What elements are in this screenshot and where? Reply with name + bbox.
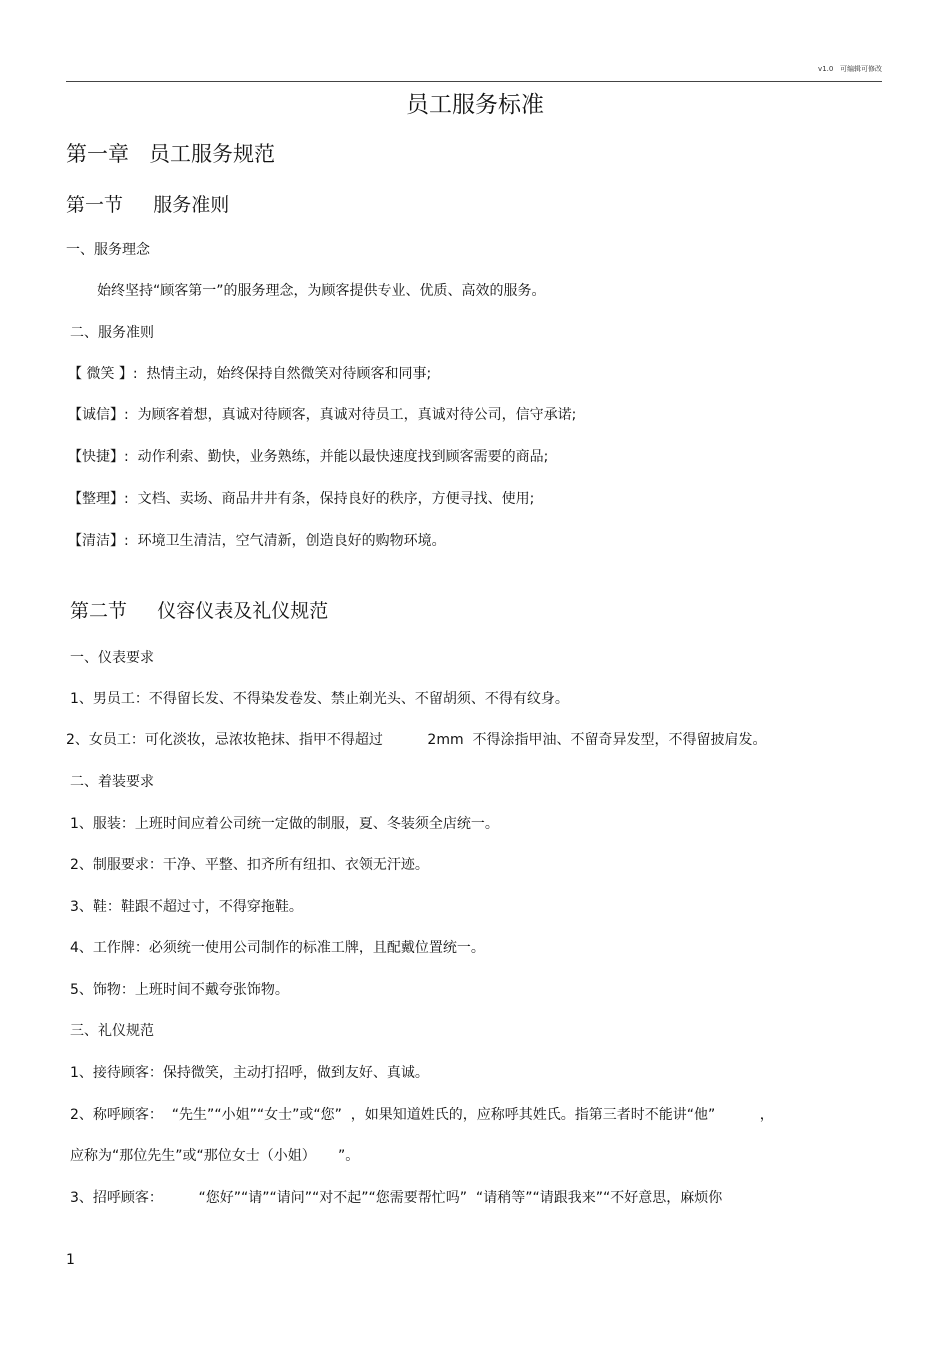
dress-item: 5、饰物：上班时间不戴夸张饰物。 — [70, 982, 289, 998]
paragraph-service-concept: 始终坚持“顾客第一”的服务理念，为顾客提供专业、优质、高效的服务。 — [97, 283, 546, 299]
subheading-etiquette: 三、礼仪规范 — [70, 1023, 154, 1039]
page-number: 1 — [66, 1252, 75, 1268]
etiquette-item-continued: 应称为“那位先生”或“那位女士（小姐） ”。 — [70, 1148, 360, 1164]
section-heading-2: 第二节 仪容仪表及礼仪规范 — [70, 600, 329, 622]
rule-item: 【诚信】: 为顾客着想，真诚对待顾客，真诚对待员工，真诚对待公司，信守承诺; — [68, 407, 577, 423]
etiquette-item: 3、招呼顾客： “您好”“请”“请问”“对不起”“您需要帮忙吗” “请稍等”“请跟我来”“不好意思，麻烦你 — [70, 1190, 723, 1206]
subheading-service-rules: 二、服务准则 — [70, 325, 154, 341]
rule-item: 【清洁】: 环境卫生清洁，空气清新，创造良好的购物环境。 — [68, 533, 446, 549]
rule-item: 【 微笑 】: 热情主动，始终保持自然微笑对待顾客和同事; — [68, 366, 432, 382]
subheading-service-concept: 一、服务理念 — [66, 242, 150, 258]
etiquette-item: 1、接待顾客：保持微笑，主动打招呼，做到友好、真诚。 — [70, 1065, 429, 1081]
rule-item: 【整理】: 文档、卖场、商品井井有条，保持良好的秩序，方便寻找、使用; — [68, 491, 535, 507]
appearance-item: 2、女员工：可化淡妆，忌浓妆艳抹、指甲不得超过 2mm 不得涂指甲油、不留奇异发型，不得留披肩发。 — [66, 732, 767, 748]
dress-item: 1、服装：上班时间应着公司统一定做的制服，夏、冬装须全店统一。 — [70, 816, 499, 832]
appearance-item: 1、男员工：不得留长发、不得染发卷发、禁止剃光头、不留胡须、不得有纹身。 — [70, 691, 569, 707]
chapter-heading: 第一章 员工服务规范 — [66, 142, 276, 166]
subheading-dress: 二、着装要求 — [70, 774, 154, 790]
rule-item: 【快捷】: 动作利索、勤快，业务熟练，并能以最快速度找到顾客需要的商品; — [68, 449, 549, 465]
dress-item: 3、鞋：鞋跟不超过寸，不得穿拖鞋。 — [70, 899, 303, 915]
header-rule — [66, 81, 882, 82]
section-heading-1: 第一节 服务准则 — [66, 194, 230, 216]
dress-item: 2、制服要求：干净、平整、扣齐所有纽扣、衣领无汗迹。 — [70, 857, 429, 873]
etiquette-item: 2、称呼顾客： “先生”“小姐”“女士”或“您” ，如果知道姓氏的，应称呼其姓氏。指第三者时不能讲“他” ， — [70, 1107, 774, 1123]
dress-item: 4、工作牌：必须统一使用公司制作的标准工牌，且配戴位置统一。 — [70, 940, 485, 956]
subheading-appearance: 一、仪表要求 — [70, 650, 154, 666]
version-note: v1.0 可编辑可修改 — [818, 65, 882, 73]
page-title: 员工服务标准 — [406, 92, 544, 118]
